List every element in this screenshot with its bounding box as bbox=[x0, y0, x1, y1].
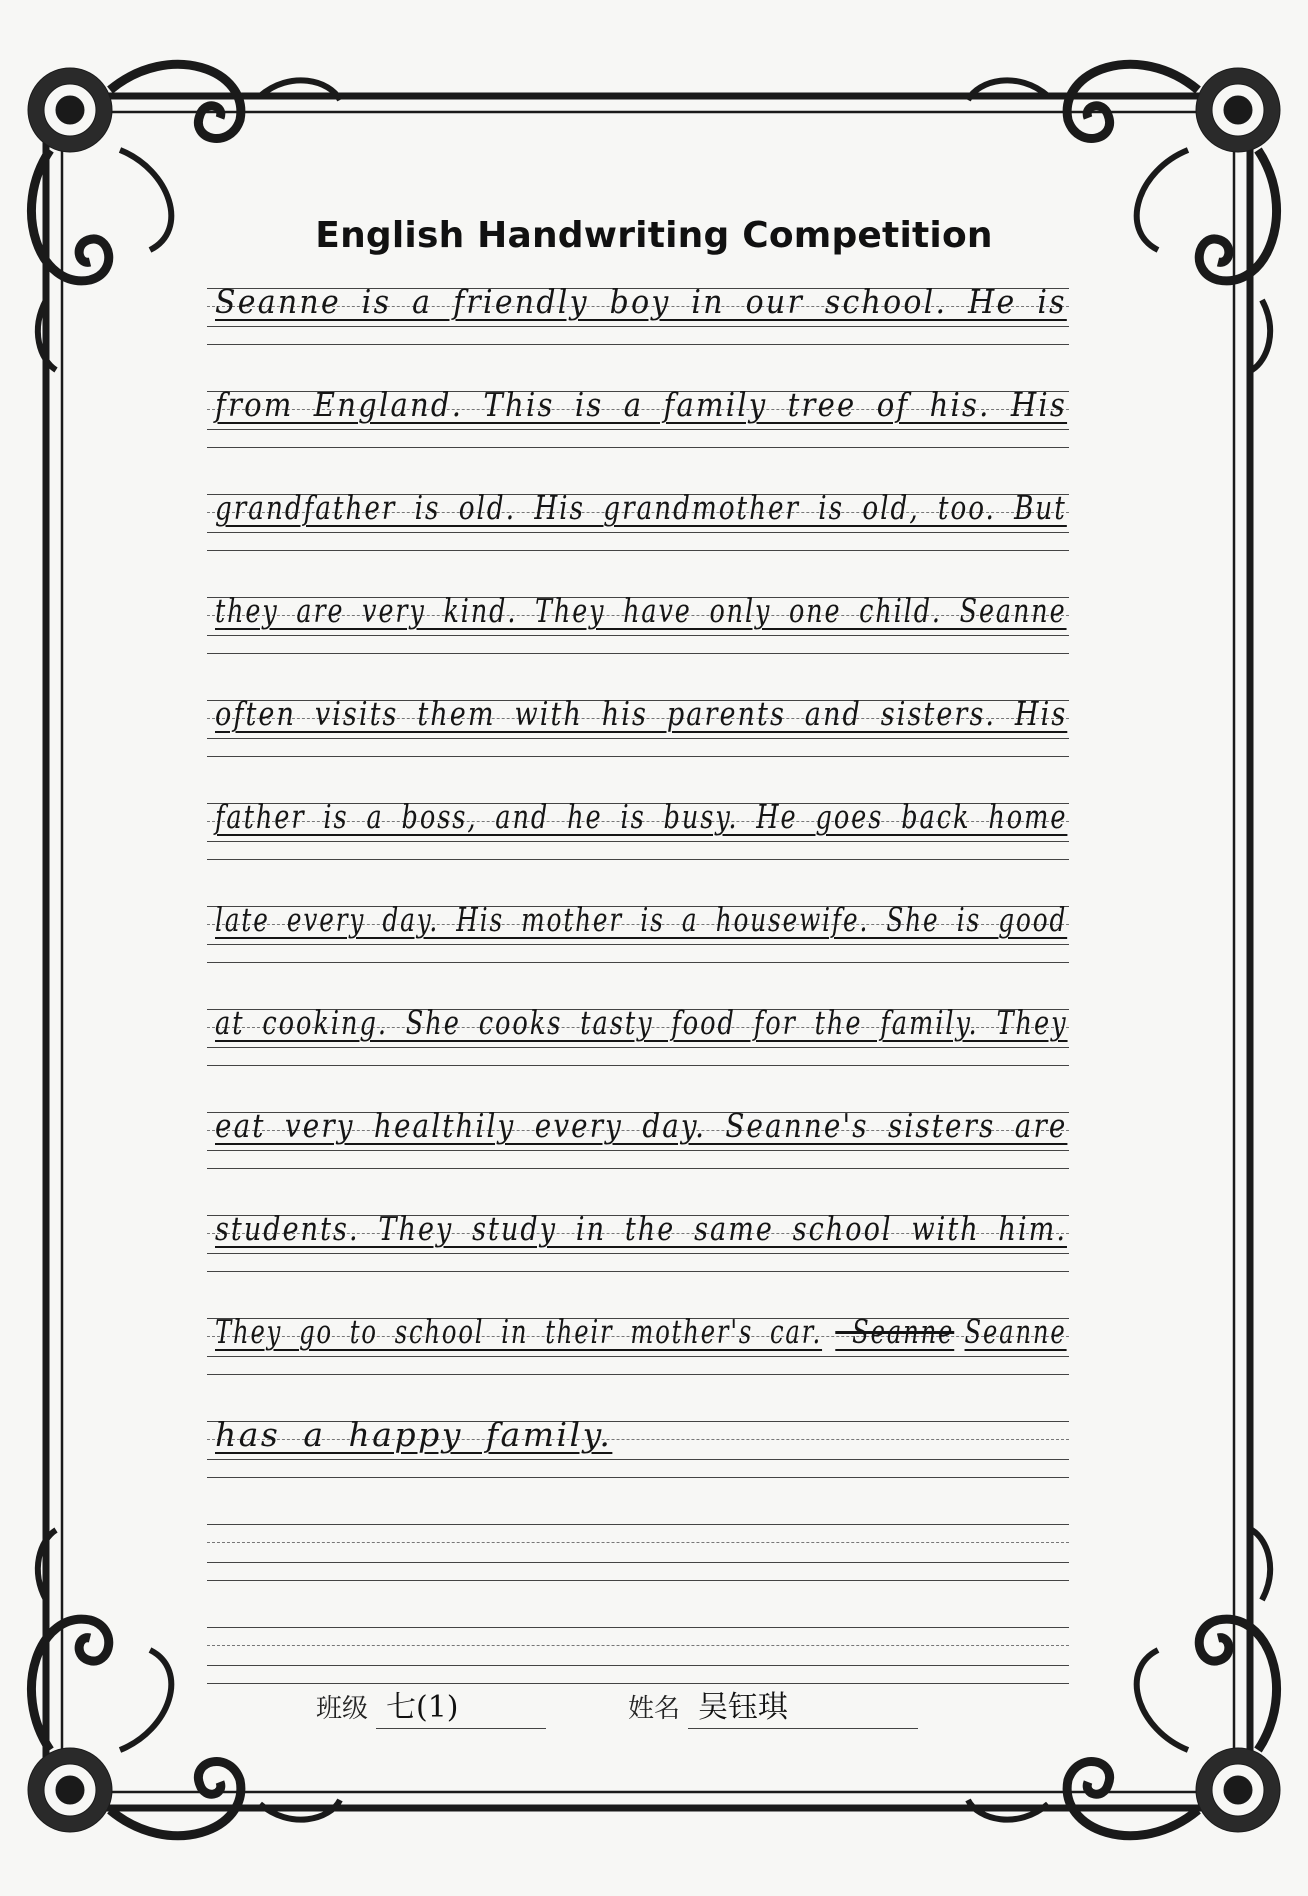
ruled-guide-line bbox=[207, 1542, 1069, 1543]
ruled-guide-line bbox=[207, 326, 1069, 327]
ruled-guide-line bbox=[207, 962, 1069, 963]
ruled-guide-line bbox=[207, 1627, 1069, 1628]
handwriting-row bbox=[207, 1516, 1069, 1612]
ruled-guide-line bbox=[207, 635, 1069, 636]
handwritten-line-text: they are very kind. They have only one child. Seanne bbox=[215, 591, 1067, 630]
handwritten-line-text: eat very healthily every day. Seanne's sisters are bbox=[215, 1106, 1068, 1145]
ruled-guide-line bbox=[207, 1645, 1069, 1646]
ruled-guide-line bbox=[207, 1459, 1069, 1460]
ruled-guide-line bbox=[207, 532, 1069, 533]
handwriting-row bbox=[207, 1413, 1069, 1509]
ruled-guide-line bbox=[207, 344, 1069, 345]
handwriting-row bbox=[207, 1001, 1069, 1097]
ruled-guide-line bbox=[207, 1065, 1069, 1066]
handwritten-line-text: They go to school in their mother's car. Seanne Seanne bbox=[215, 1312, 1067, 1351]
ruled-guide-line bbox=[207, 738, 1069, 739]
handwritten-line-text: late every day. His mother is a housewife. She is good bbox=[215, 900, 1068, 939]
handwritten-line-text: father is a boss, and he is busy. He goes back home bbox=[215, 797, 1068, 836]
handwriting-row bbox=[207, 1207, 1069, 1303]
handwriting-row bbox=[207, 1104, 1069, 1200]
ruled-guide-line bbox=[207, 756, 1069, 757]
ruled-guide-line bbox=[207, 1168, 1069, 1169]
ruled-guide-line bbox=[207, 1253, 1069, 1254]
name-label: 姓名 bbox=[628, 1694, 681, 1724]
handwritten-line-text: grandfather is old. His grandmother is old, too. But bbox=[215, 488, 1067, 527]
handwriting-row bbox=[207, 383, 1069, 479]
ruled-guide-line bbox=[207, 1524, 1069, 1525]
handwritten-line-text: often visits them with his parents and sisters. His bbox=[215, 694, 1068, 733]
ruled-guide-line bbox=[207, 653, 1069, 654]
ruled-guide-line bbox=[207, 447, 1069, 448]
ruled-guide-line bbox=[207, 1047, 1069, 1048]
handwriting-row bbox=[207, 589, 1069, 685]
handwritten-line-text: Seanne is a friendly boy in our school. He is bbox=[215, 282, 1067, 321]
handwriting-row bbox=[207, 898, 1069, 994]
ruled-guide-line bbox=[207, 1356, 1069, 1357]
handwritten-line-text: from England. This is a family tree of his. His bbox=[215, 385, 1068, 424]
handwriting-row bbox=[207, 1310, 1069, 1406]
page-title: English Handwriting Competition bbox=[315, 215, 993, 256]
ruled-guide-line bbox=[207, 1562, 1069, 1563]
ruled-guide-line bbox=[207, 1271, 1069, 1272]
ruled-guide-line bbox=[207, 944, 1069, 945]
class-value: 七(1) bbox=[376, 1682, 546, 1729]
class-label: 班级 bbox=[316, 1694, 369, 1724]
ruled-guide-line bbox=[207, 1477, 1069, 1478]
corrected-word: Seanne bbox=[964, 1312, 1067, 1351]
handwriting-row bbox=[207, 486, 1069, 582]
ruled-guide-line bbox=[207, 1374, 1069, 1375]
handwritten-line-text: students. They study in the same school with him. bbox=[215, 1209, 1067, 1248]
handwriting-row bbox=[207, 692, 1069, 788]
handwriting-row bbox=[207, 795, 1069, 891]
handwriting-row bbox=[207, 280, 1069, 376]
name-value: 吴钰琪 bbox=[688, 1682, 918, 1729]
handwritten-line-text: at cooking. She cooks tasty food for the family. They bbox=[215, 1003, 1068, 1042]
ruled-guide-line bbox=[207, 1665, 1069, 1666]
footer-fields bbox=[0, 1676, 1308, 1736]
ruled-guide-line bbox=[207, 429, 1069, 430]
crossed-out-word: Seanne bbox=[835, 1312, 955, 1351]
handwritten-line-text: has a happy family. bbox=[215, 1415, 613, 1454]
ruled-guide-line bbox=[207, 1150, 1069, 1151]
ruled-guide-line bbox=[207, 550, 1069, 551]
ruled-guide-line bbox=[207, 1580, 1069, 1581]
ruled-guide-line bbox=[207, 841, 1069, 842]
ruled-guide-line bbox=[207, 859, 1069, 860]
